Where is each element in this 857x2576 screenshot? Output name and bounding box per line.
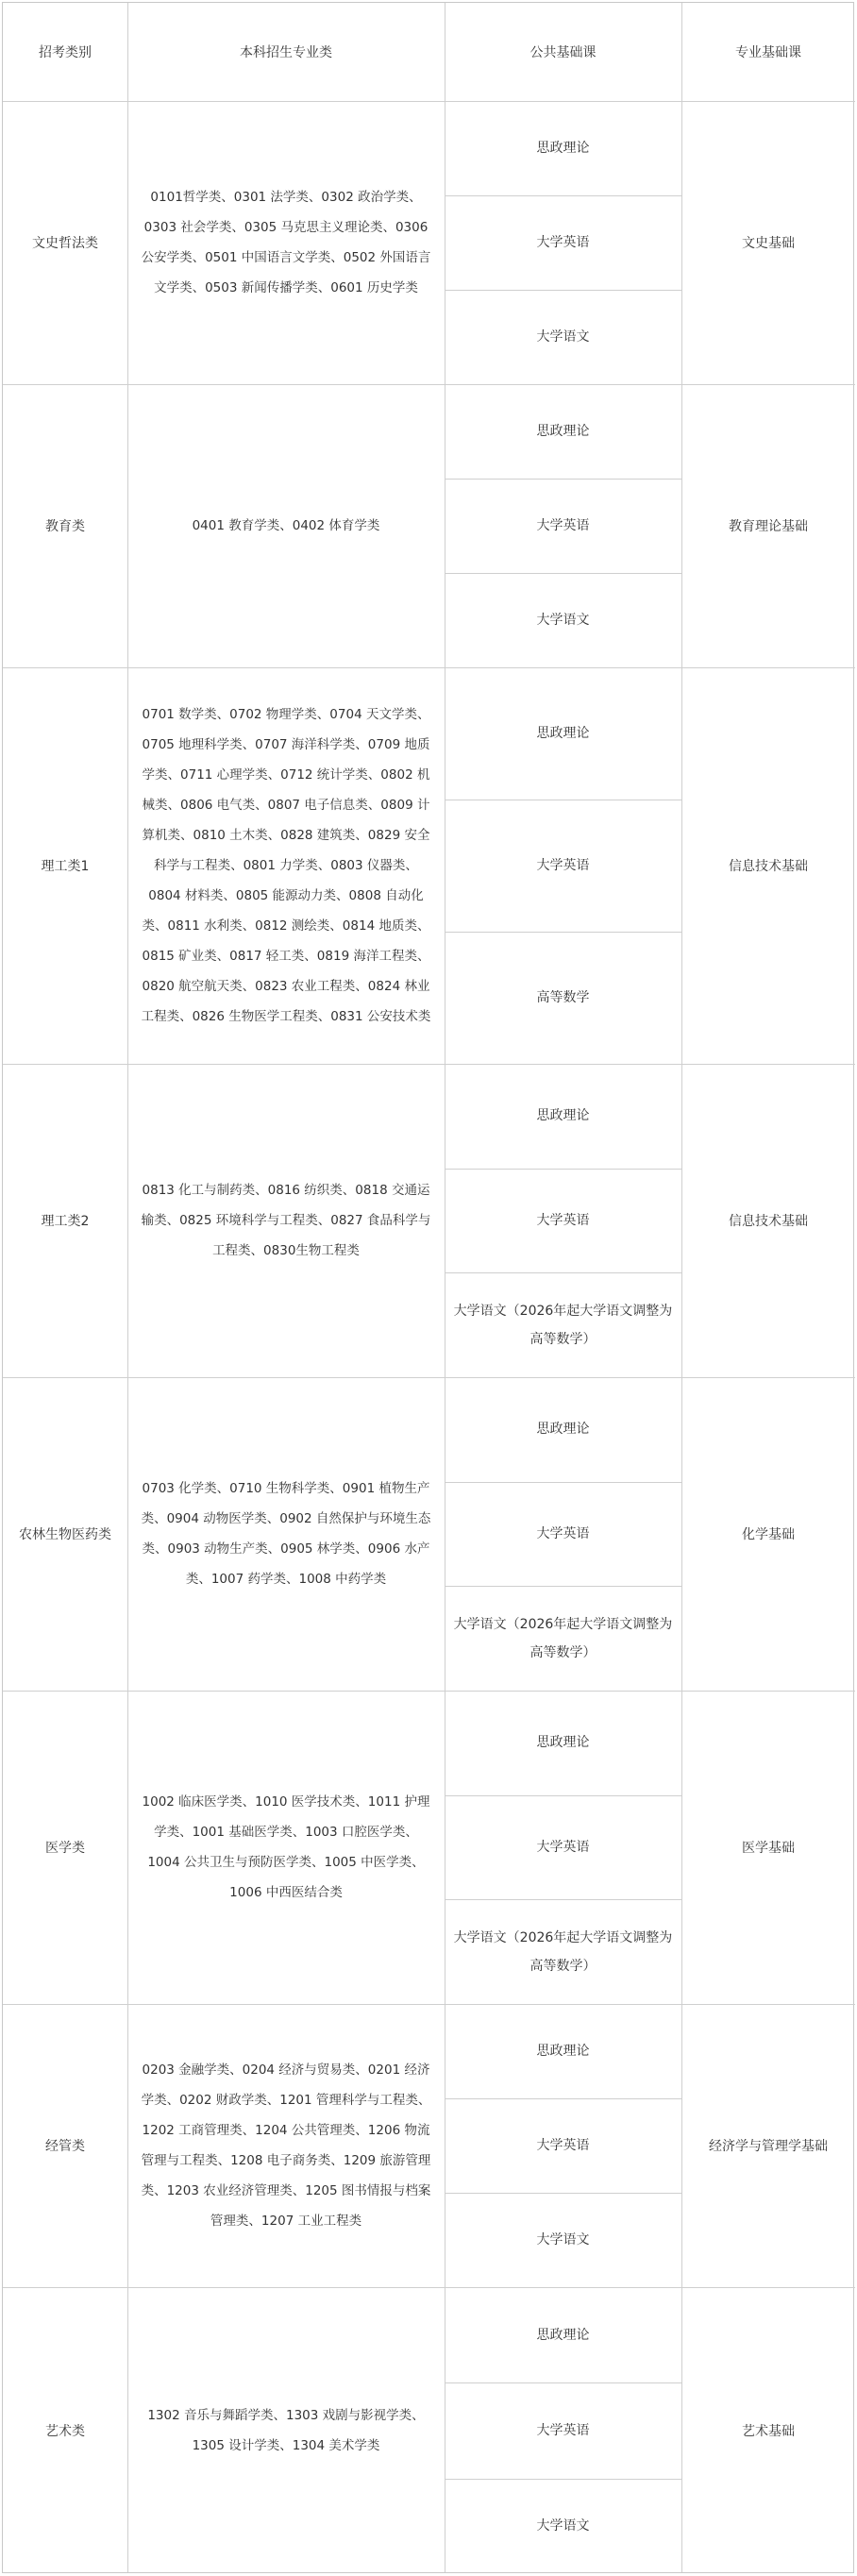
majors-cell: 0813 化工与制药类、0816 纺织类、0818 交通运输类、0825 环境科学与工程类、0827 食品科学与工程类、0830生物工程类 bbox=[141, 1183, 431, 1258]
public-course-cell: 思政理论 bbox=[536, 141, 590, 156]
professional-course-cell: 艺术基础 bbox=[742, 2424, 795, 2439]
public-course-cell: 大学语文 bbox=[536, 329, 590, 345]
public-course-cell: 思政理论 bbox=[536, 1735, 590, 1751]
category-cell: 农林生物医药类 bbox=[19, 1527, 111, 1542]
public-course-cell: 高等数学 bbox=[536, 990, 590, 1005]
public-course-cell: 大学语文（2026年起大学语文调整为高等数学） bbox=[453, 1303, 673, 1347]
public-course-cell: 大学语文 bbox=[536, 2518, 590, 2534]
professional-course-cell: 文史基础 bbox=[742, 236, 795, 251]
public-course-cell: 大学英语 bbox=[536, 518, 590, 533]
header-cell-3: 公共基础课 bbox=[529, 45, 597, 60]
public-course-cell: 思政理论 bbox=[536, 2044, 590, 2059]
header-cell-1: 招考类别 bbox=[39, 45, 92, 60]
admission-table bbox=[2, 2, 854, 2573]
majors-cell: 0401 教育学类、0402 体育学类 bbox=[192, 518, 380, 533]
majors-cell: 0703 化学类、0710 生物科学类、0901 植物生产类、0904 动物医学类、0902 自然保护与环境生态类、0903 动物生产类、0905 林学类、0906 水产类、1007 药学类、1008 中药学类 bbox=[141, 1481, 431, 1587]
public-course-cell: 大学英语 bbox=[536, 2138, 590, 2153]
category-cell: 理工类1 bbox=[41, 859, 90, 874]
category-cell: 医学类 bbox=[45, 1841, 85, 1856]
public-course-cell: 思政理论 bbox=[536, 424, 590, 439]
public-course-cell: 大学英语 bbox=[536, 1839, 590, 1855]
public-course-cell: 大学语文 bbox=[536, 2232, 590, 2248]
majors-cell: 0701 数学类、0702 物理学类、0704 天文学类、0705 地理科学类、0707 海洋科学类、0709 地质学类、0711 心理学类、0712 统计学类、0802 机械类、0806 电气类、0807 电子信息类、0809 计算机类、0810 土木类、0828 建筑类、0829 安全科学与工程类、0801 力学类、0803 仪器类、0804 材料类、0805 能源动力类、0808 自动化类、0811 水利类、0812 测绘类、0814 地质类、0815 矿业类、0817 轻工类、0819 海洋工程类、0820 航空航天类、0823 农业工程类、0824 林业工程类、0826 生物医学工程类、0831 公安技术类 bbox=[141, 707, 431, 1024]
category-cell: 艺术类 bbox=[45, 2424, 85, 2439]
category-cell: 教育类 bbox=[45, 519, 85, 534]
header-cell-4: 专业基础课 bbox=[735, 45, 801, 60]
majors-cell: 0203 金融学类、0204 经济与贸易类、0201 经济学类、0202 财政学类、1201 管理科学与工程类、1202 工商管理类、1204 公共管理类、1206 物流管理与工程类、1208 电子商务类、1209 旅游管理类、1203 农业经济管理类、1205 图书情报与档案管理类、1207 工业工程类 bbox=[141, 2062, 431, 2229]
public-course-cell: 思政理论 bbox=[536, 726, 590, 741]
public-course-cell: 大学语文 bbox=[536, 613, 590, 628]
public-course-cell: 思政理论 bbox=[536, 1422, 590, 1438]
professional-course-cell: 信息技术基础 bbox=[729, 1214, 808, 1229]
public-course-cell: 思政理论 bbox=[536, 1108, 590, 1124]
public-course-cell: 大学英语 bbox=[536, 235, 590, 250]
category-cell: 文史哲法类 bbox=[32, 236, 98, 251]
professional-course-cell: 信息技术基础 bbox=[729, 859, 808, 874]
public-course-cell: 大学英语 bbox=[536, 2422, 590, 2438]
public-course-cell: 大学英语 bbox=[536, 858, 590, 873]
professional-course-cell: 医学基础 bbox=[742, 1841, 795, 1856]
majors-cell: 0101哲学类、0301 法学类、0302 政治学类、0303 社会学类、0305 马克思主义理论类、0306 公安学类、0501 中国语言文学类、0502 外国语言文学类、0503 新闻传播学类、0601 历史学类 bbox=[141, 190, 431, 295]
public-course-cell: 大学语文（2026年起大学语文调整为高等数学） bbox=[453, 1929, 673, 1974]
header-cell-2: 本科招生专业类 bbox=[240, 45, 332, 60]
professional-course-cell: 化学基础 bbox=[742, 1527, 795, 1542]
public-course-cell: 思政理论 bbox=[536, 2327, 590, 2343]
public-course-cell: 大学语文（2026年起大学语文调整为高等数学） bbox=[453, 1616, 673, 1660]
majors-cell: 1302 音乐与舞蹈学类、1303 戏剧与影视学类、1305 设计学类、1304 美术学类 bbox=[147, 2408, 425, 2453]
public-course-cell: 大学英语 bbox=[536, 1212, 590, 1228]
public-course-cell: 大学英语 bbox=[536, 1525, 590, 1541]
category-cell: 理工类2 bbox=[41, 1214, 90, 1229]
professional-course-cell: 教育理论基础 bbox=[729, 519, 808, 534]
category-cell: 经管类 bbox=[45, 2139, 85, 2154]
majors-cell: 1002 临床医学类、1010 医学技术类、1011 护理学类、1001 基础医学类、1003 口腔医学类、1004 公共卫生与预防医学类、1005 中医学类、1006 中西医结合类 bbox=[142, 1794, 430, 1900]
professional-course-cell: 经济学与管理学基础 bbox=[709, 2139, 828, 2154]
